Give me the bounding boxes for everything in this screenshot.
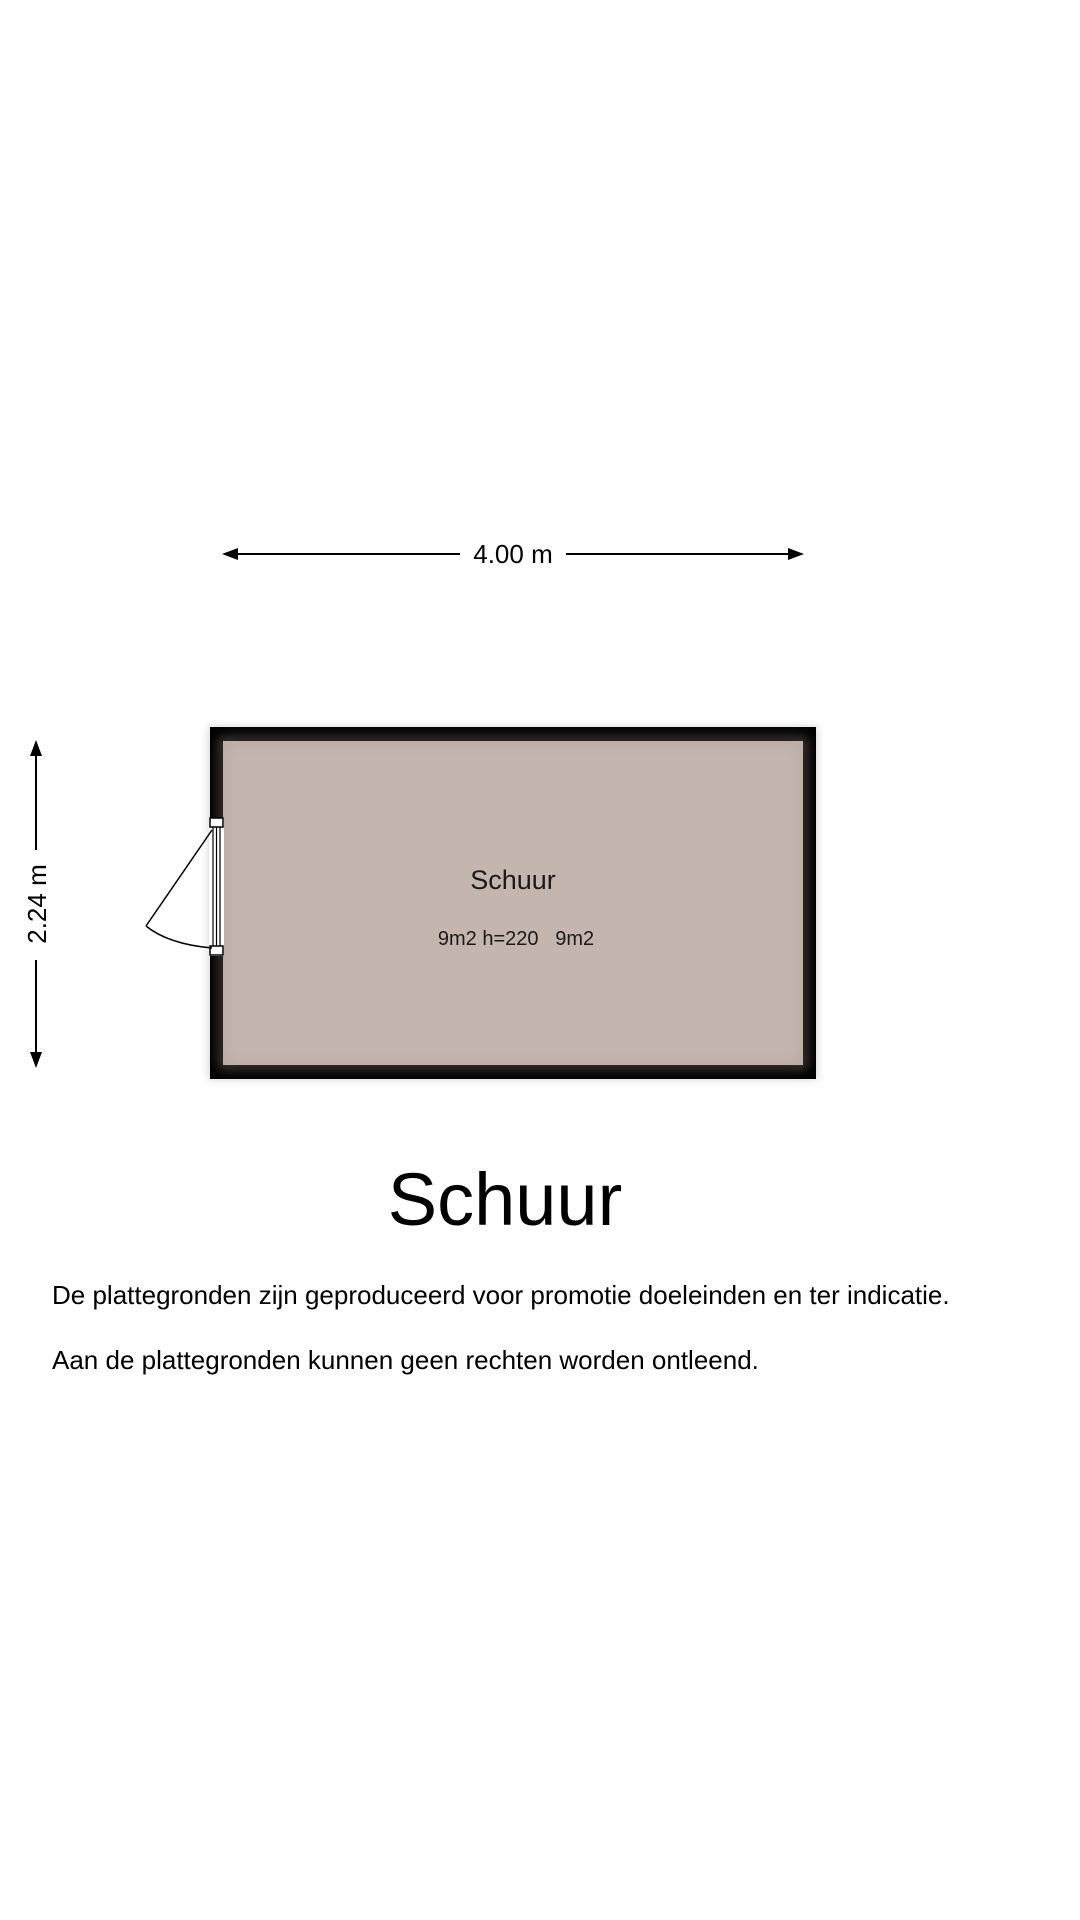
width-dimension — [222, 539, 804, 569]
room-floor — [223, 741, 803, 1065]
height-arrow-bottom-icon — [30, 1052, 42, 1068]
room-info-label: 9m2 h=220 9m2 — [437, 928, 595, 950]
width-arrow-left-icon — [222, 548, 238, 560]
room-name-label: Schuur — [470, 865, 556, 895]
height-dimension-label: 2.24 m — [22, 864, 52, 944]
disclaimer-line-1: De plattegronden zijn geproduceerd voor promotie doeleinden en ter indicatie. — [52, 1280, 950, 1310]
height-arrow-top-icon — [30, 740, 42, 756]
door-leaf — [146, 830, 212, 926]
height-dimension — [22, 740, 52, 1068]
width-dimension-label: 4.00 m — [473, 539, 553, 569]
disclaimer-line-2: Aan de plattegronden kunnen geen rechten worden ontleend. — [52, 1345, 759, 1375]
door-swing-arc-icon — [146, 926, 212, 948]
plan-title: Schuur — [387, 1158, 623, 1241]
room-schuur — [146, 726, 818, 1080]
width-arrow-right-icon — [788, 548, 804, 560]
door-jamb-top — [210, 818, 223, 827]
